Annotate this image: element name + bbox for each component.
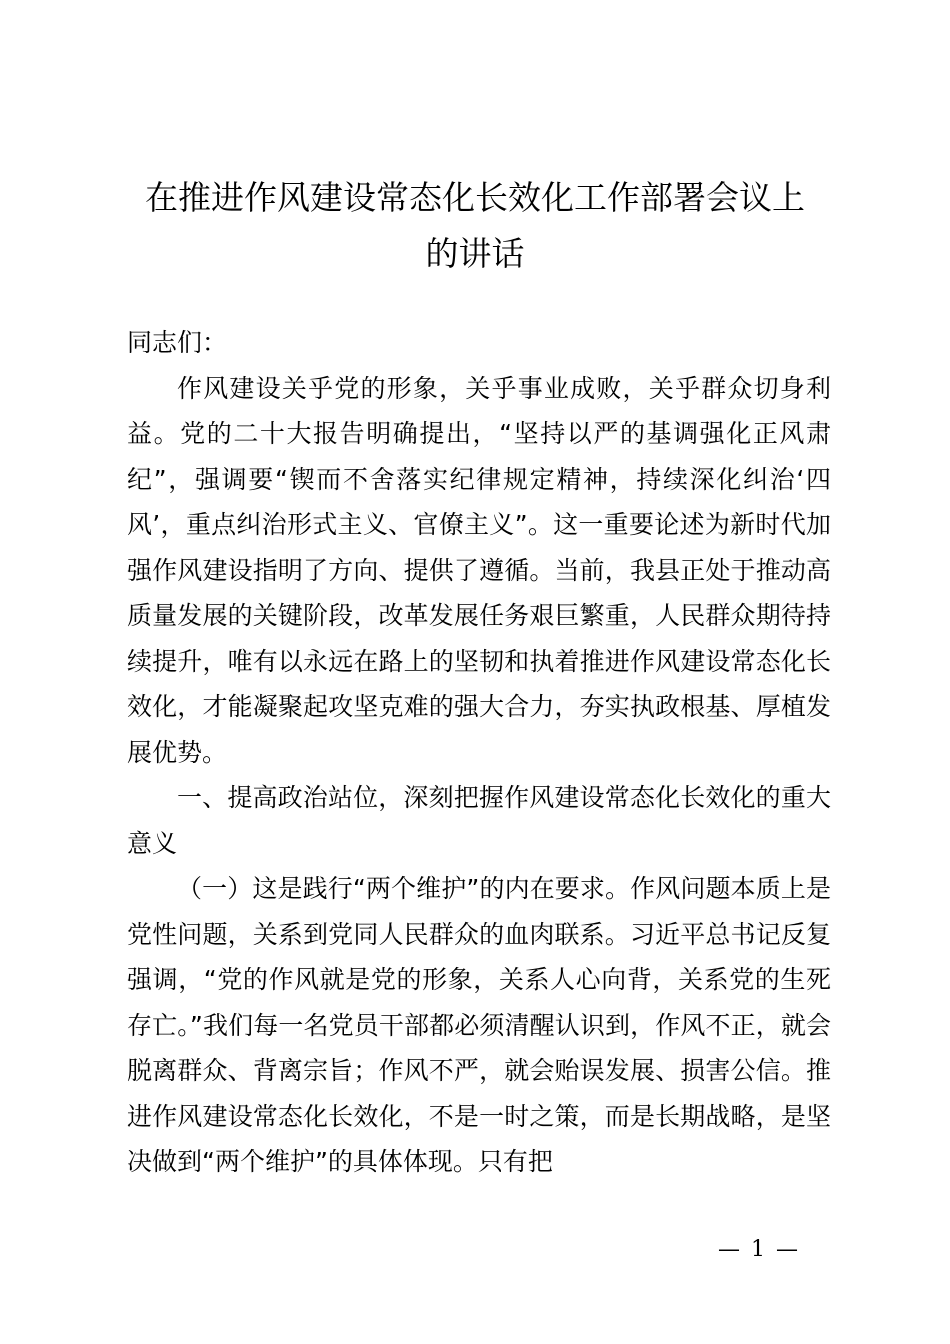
page-number: — 1 — — [718, 1237, 800, 1262]
title-line-1: 在推进作风建设常态化长效化工作部署会议上 — [145, 178, 805, 217]
salutation: 同志们： — [127, 328, 228, 357]
title-line-2: 的讲话 — [425, 234, 525, 273]
paragraph-section-1-1: （一）这是践行“两个维护”的内在要求。作风问题本质上是党性问题，关系到党同人民群众的血肉联系。习近平总书记反复强调，“党的作风就是党的形象，关系人心向背，关系党的生死存亡。”我们每一名党员干部都必须清醒认识到，作风不正，就会脱离群众、背离宗旨；作风不严，就会贻误发展、损害公信。推进作风建设常态化长效化，不是一时之策，而是长期战略，是坚决做到“两个维护”的具体体现。只有把 — [127, 874, 831, 1176]
paragraph-intro: 作风建设关乎党的形象，关乎事业成败，关乎群众切身利益。党的二十大报告明确提出，“坚持以严的基调强化正风肃纪”，强调要“锲而不舍落实纪律规定精神，持续深化纠治‘四风’，重点纠治形式主义、官僚主义”。这一重要论述为新时代加强作风建设指明了方向、提供了遵循。当前，我县正处于推动高质量发展的关键阶段，改革发展任务艰巨繁重，人民群众期待持续提升，唯有以永远在路上的坚韧和执着推进作风建设常态化长效化，才能凝聚起攻坚克难的强大合力，夯实执政根基、厚植发展优势。 — [127, 373, 831, 767]
document-body — [127, 320, 831, 1185]
section-heading-1: 一、提高政治站位，深刻把握作风建设常态化长效化的重大意义 — [127, 783, 831, 858]
document-title — [110, 170, 840, 282]
